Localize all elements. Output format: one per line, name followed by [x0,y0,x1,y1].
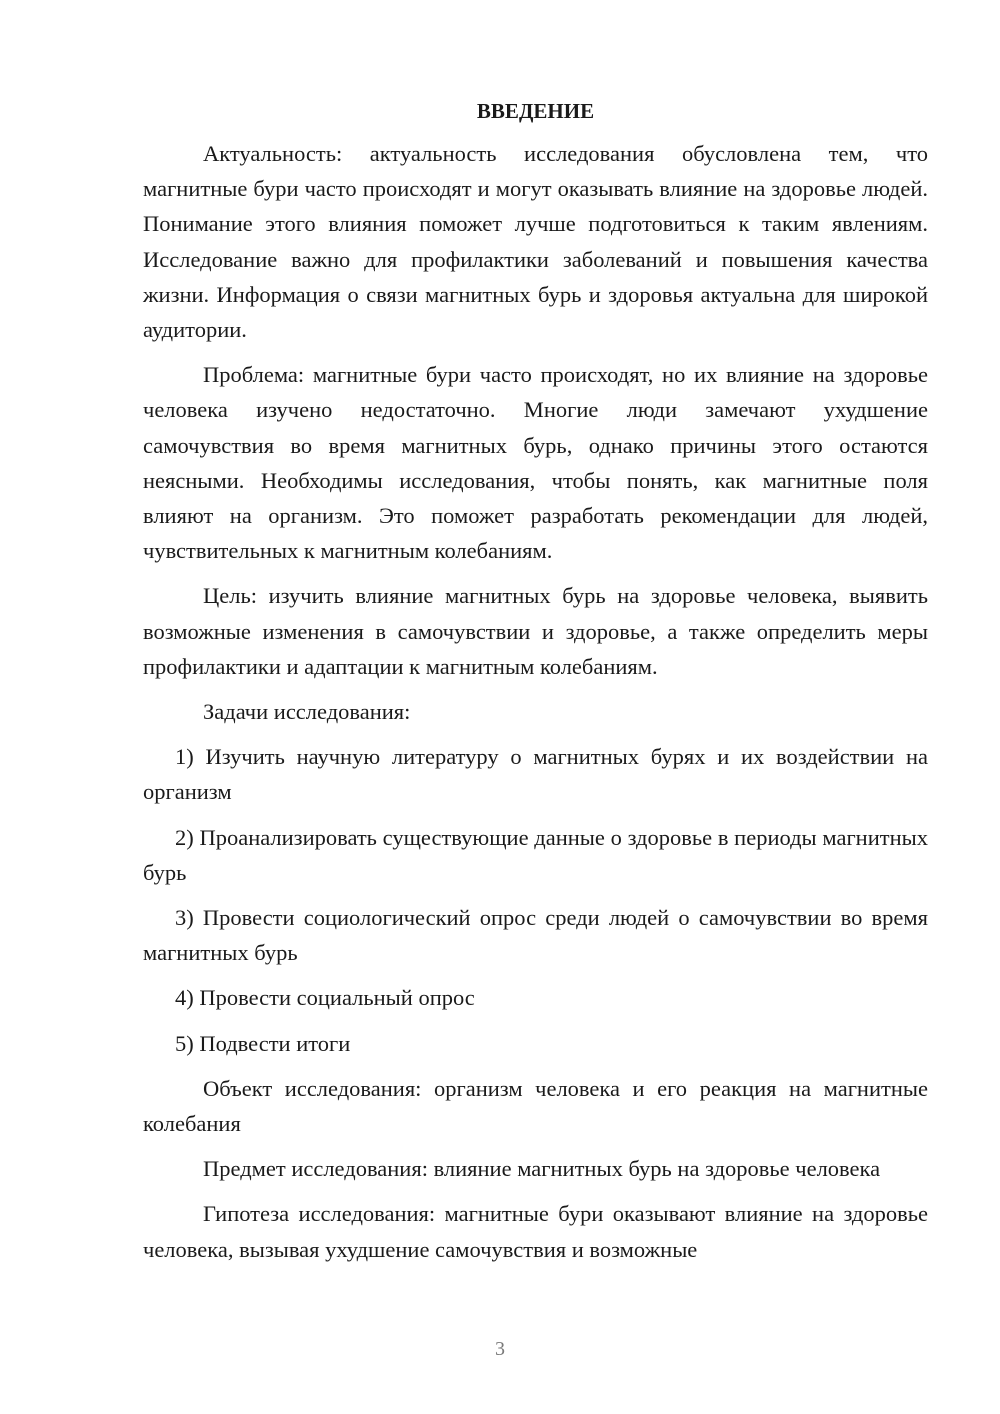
relevance-paragraph: Актуальность: актуальность исследования обусловлена тем, что магнитные бури часто происходят и могут оказывать влияние на здоровье людей. Понимание этого влияния поможет лучше подготовиться к таким явлениям. Исследование важно для профилактики заболеваний и повышения качества жизни. Информация о связи магнитных бурь и здоровья актуальна для широкой аудитории. [143,141,928,343]
goal-paragraph: Цель: изучить влияние магнитных бурь на здоровье человека, выявить возможные изменения в самочувствии и здоровье, а также определить меры профилактики и адаптации к магнитным колебаниям. [143,583,928,679]
task-item-3: 3) Провести социологический опрос среди людей о самочувствии во время магнитных бурь [143,905,928,966]
task-item-1: 1) Изучить научную литературу о магнитных бурях и их воздействии на организм [143,744,928,805]
tasks-heading: Задачи исследования: [203,699,411,725]
hypothesis-paragraph: Гипотеза исследования: магнитные бури оказывают влияние на здоровье человека, вызывая ухудшение самочувствия и возможные [143,1201,928,1262]
section-title: ВВЕДЕНИЕ [476,99,595,123]
task-item-4: 4) Провести социальный опрос [175,985,475,1011]
problem-paragraph: Проблема: магнитные бури часто происходят, но их влияние на здоровье человека изучено недостаточно. Многие люди замечают ухудшение самочувствия во время магнитных бурь, однако причины этого остаются неясными. Необходимы исследования, чтобы понять, как магнитные поля влияют на организм. Это поможет разработать рекомендации для людей, чувствительных к магнитным колебаниям. [143,362,928,564]
task-item-2: 2) Проанализировать существующие данные о здоровье в периоды магнитных бурь [143,824,928,885]
page-content [143,96,928,1277]
object-paragraph: Объект исследования: организм человека и его реакция на магнитные колебания [143,1075,928,1137]
subject-paragraph: Предмет исследования: влияние магнитных бурь на здоровье человека [203,1156,881,1182]
task-item-5: 5) Подвести итоги [175,1030,351,1056]
page-number: 3 [495,1338,505,1360]
